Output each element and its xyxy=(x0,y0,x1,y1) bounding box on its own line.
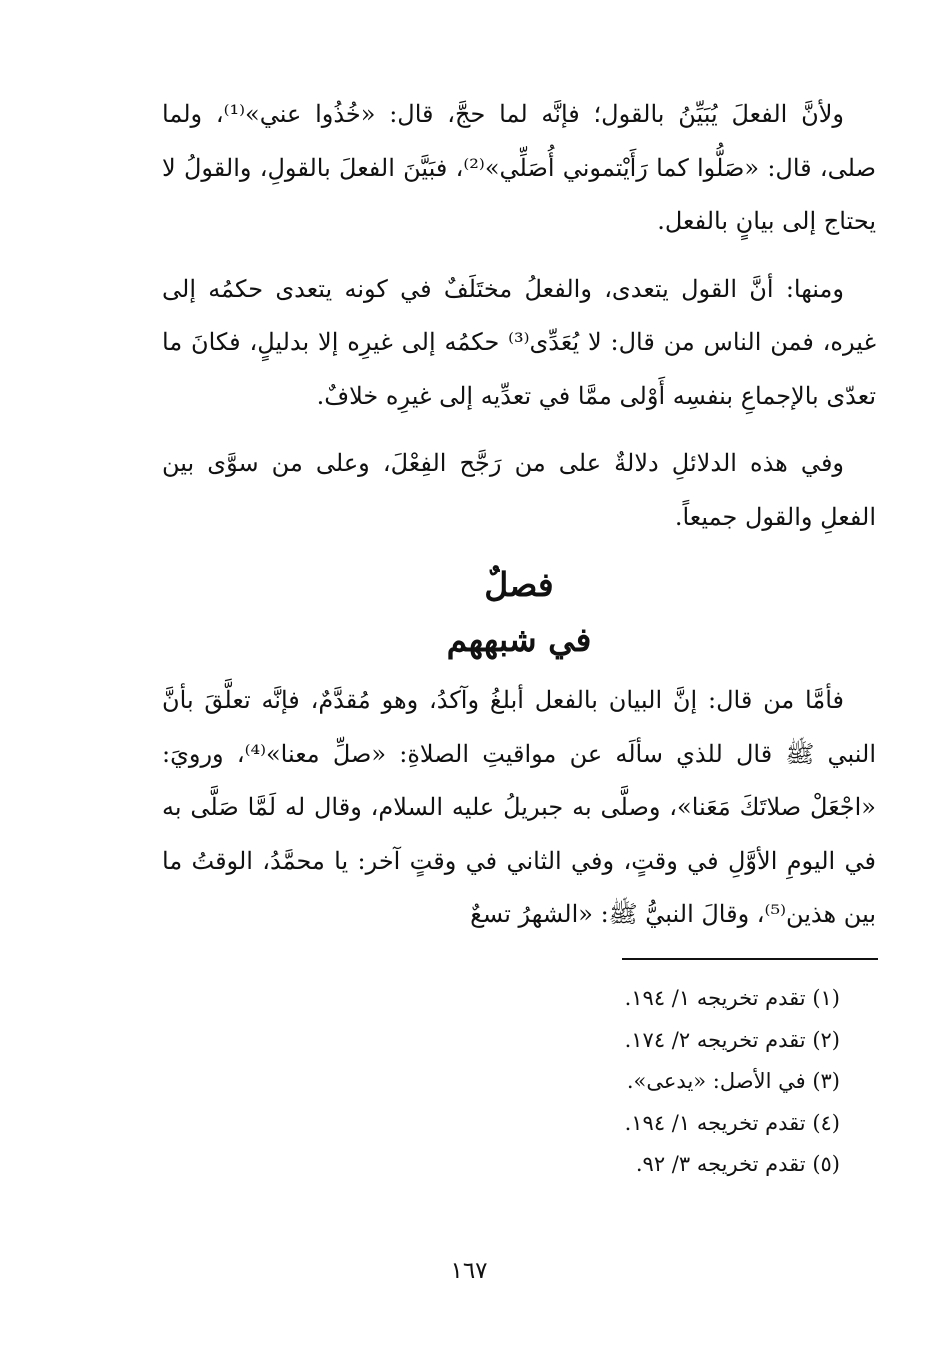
footnote-2: (٢) تقدم تخريجه ٢/ ١٧٤. xyxy=(624,1027,840,1052)
page-body xyxy=(162,88,876,956)
paragraph-4: فأمَّا من قال: إنَّ البيان بالفعل أبلغُ وآكدُ، وهو مُقدَّمٌ، فإنَّه تعلَّقَ بأنَّ النبي ﷺ قال للذي سألَه عن مواقيتِ الصلاةِ: «صلِّ معنا»⁽⁴⁾، ورويَ: «اجْعَلْ صلاتَكَ مَعَنا»، وصلَّى به جبريلُ عليه السلام، وقال له لَمَّا صَلَّى به في اليومِ الأوَّلِ في وقتٍ، وفي الثاني في وقتٍ آخر: يا محمَّدُ، الوقتُ ما بين هذين⁽⁵⁾، وقالَ النبيُّ ﷺ: «الشهرُ تسعٌ xyxy=(162,686,877,928)
footnote-3: (٣) في الأصل: «يدعى». xyxy=(626,1069,840,1093)
footnote-5: (٥) تقدم تخريجه ٣/ ٩٢. xyxy=(635,1152,840,1176)
paragraph-2: ومنها: أنَّ القول يتعدى، والفعلُ مختَلَفٌ في كونه يتعدى حكمُه إلى غيره، فمن الناس من قال: لا يُعَدِّى⁽³⁾ حكمُه إلى غيرِه إلا بدليلٍ، فكانَ ما تعدّى بالإجماعِ بنفسِه أَوْلى ممَّا في تعدِّيه إلى غيرِه خلافٌ. xyxy=(162,274,876,410)
footnote-divider xyxy=(622,958,878,960)
section-title: فصلٌ xyxy=(484,565,554,604)
footnote-1: (١) تقدم تخريجه ١/ ١٩٤. xyxy=(624,986,840,1010)
footnotes-list xyxy=(450,978,840,1186)
paragraph-3: وفي هذه الدلائلِ دلالةٌ على من رَجَّح الفِعْلَ، وعلى من سوَّى بين الفعلِ والقول جميعاً. xyxy=(162,449,876,531)
page-number: ١٦٧ xyxy=(450,1258,488,1284)
footnote-4: (٤) تقدم تخريجه ١/ ١٩٤. xyxy=(624,1110,840,1135)
section-subtitle: في شبههم xyxy=(446,620,592,659)
paragraph-1: ولأنَّ الفعلَ يُبَيِّنُ بالقول؛ فإنَّه لما حجَّ، قال: «خُذُوا عني»⁽¹⁾، ولما صلى، قال: «صَلُّوا كما رَأَيْتموني أُصَلِّي»⁽²⁾، فبَيَّنَ الفعلَ بالقولِ، والقولُ لا يحتاج إلى بيانٍ بالفعل. xyxy=(162,100,876,235)
